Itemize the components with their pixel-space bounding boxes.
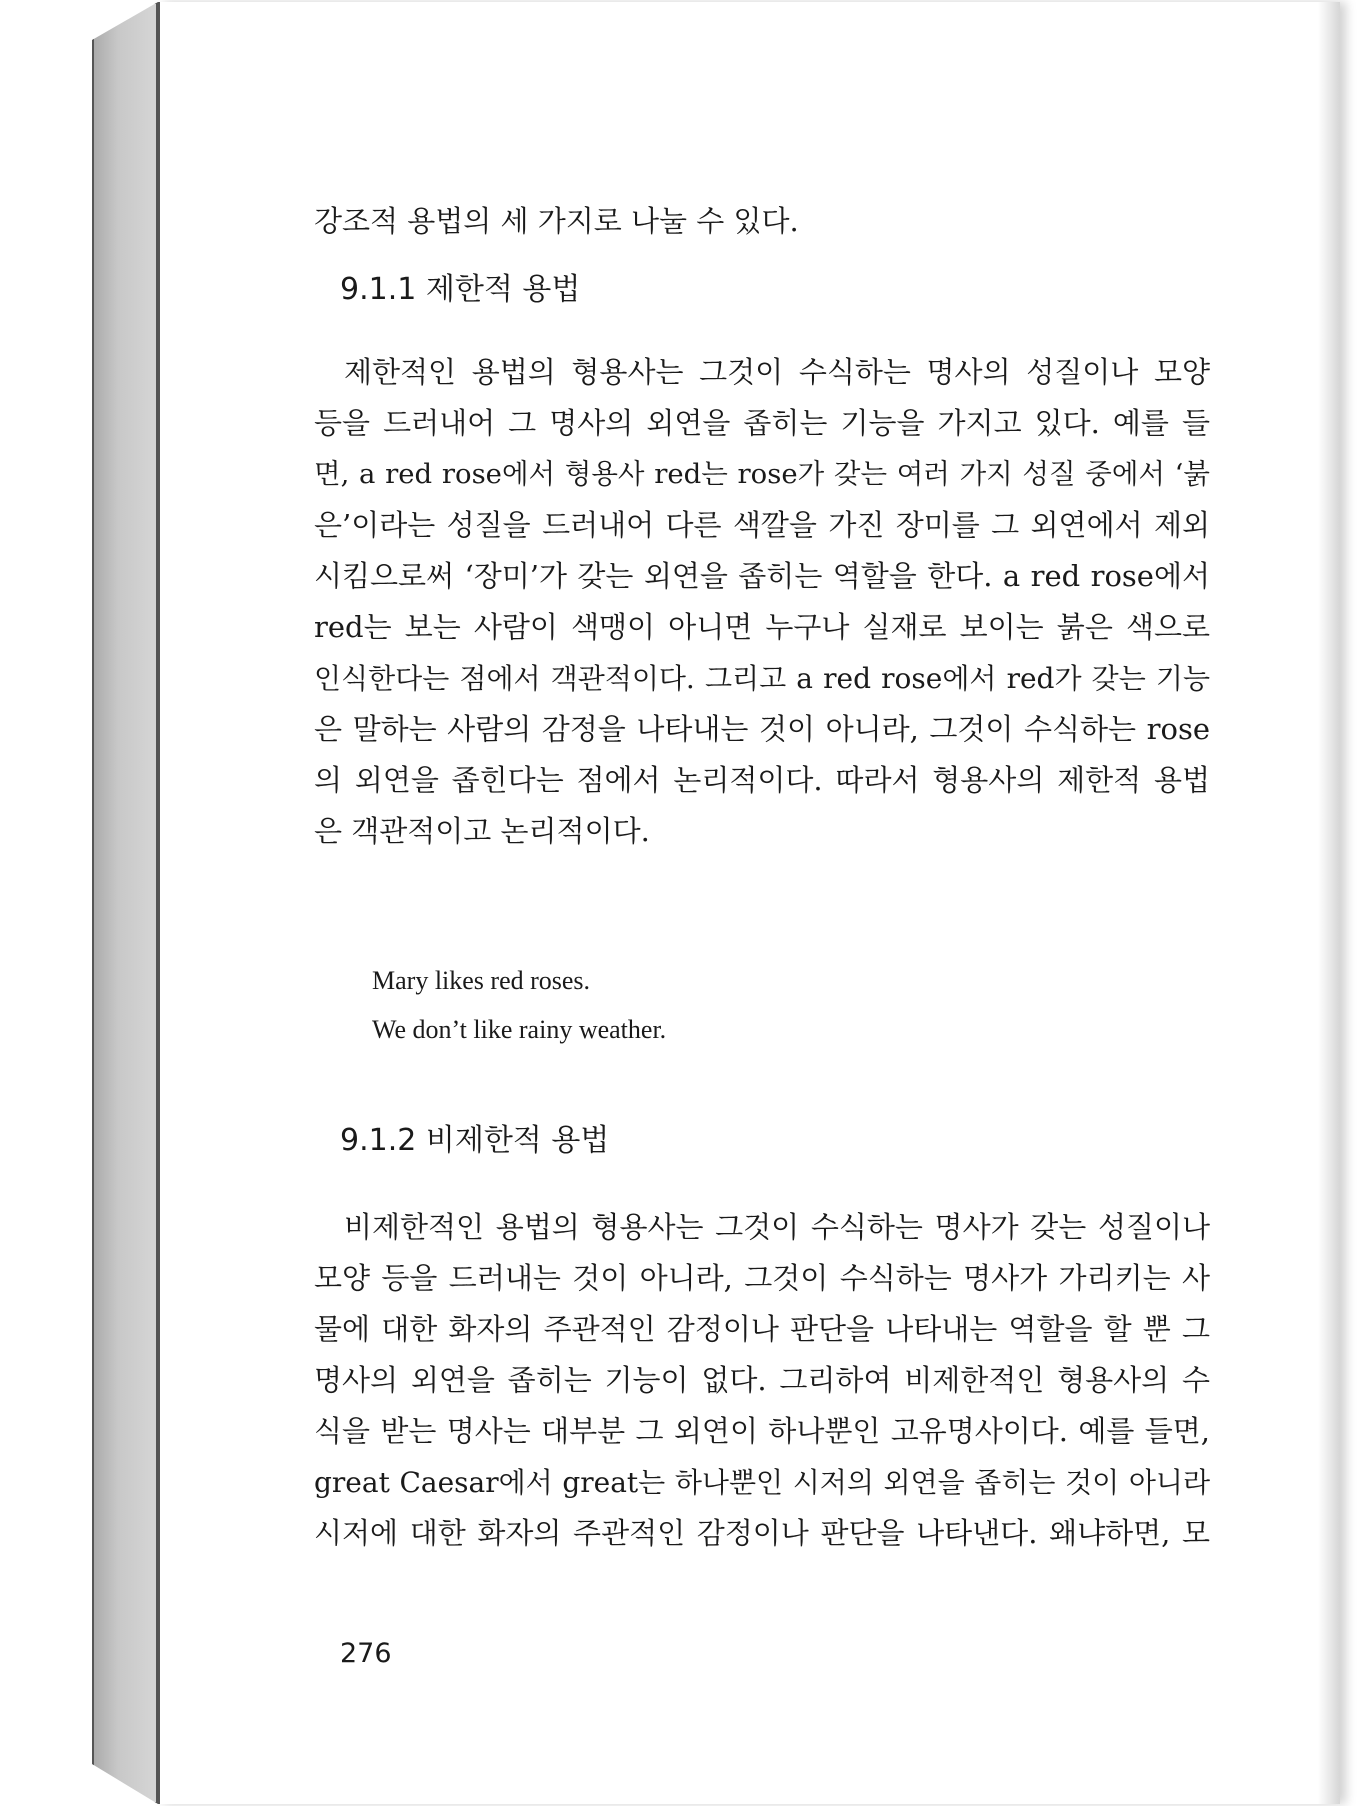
intro-paragraph (314, 196, 1210, 247)
paragraph-line: 의 외연을 좁힌다는 점에서 논리적이다. 따라서 형용사의 제한적 용법 (314, 763, 1210, 797)
page-edge-shade (1318, 2, 1340, 1804)
paragraph-line: 비제한적인 용법의 형용사는 그것이 수식하는 명사가 갖는 성질이나 (344, 1210, 1210, 1244)
paragraph-line: 제한적인 용법의 형용사는 그것이 수식하는 명사의 성질이나 모양 (344, 355, 1210, 389)
nonrestrictive-paragraph (314, 1202, 1210, 1559)
section-heading-restrictive: 9.1.1 제한적 용법 (340, 272, 581, 307)
intro-line: 강조적 용법의 세 가지로 나눌 수 있다. (314, 204, 799, 238)
paragraph-line: 면, a red rose에서 형용사 red는 rose가 갖는 여러 가지 성질 중에서 ‘붉 (314, 458, 1210, 490)
paragraph-line: 인식한다는 점에서 객관적이다. 그리고 a red rose에서 red가 갖는 기능 (314, 662, 1210, 695)
paragraph-line: red는 보는 사람이 색맹이 아니면 누구나 실재로 보이는 붉은 색으로 (314, 610, 1210, 644)
paragraph-line: 모양 등을 드러내는 것이 아니라, 그것이 수식하는 명사가 가리키는 사 (314, 1261, 1210, 1295)
paragraph-line: 등을 드러내어 그 명사의 외연을 좁히는 기능을 가지고 있다. 예를 들 (314, 406, 1210, 440)
book-spine-edge (92, 2, 158, 1804)
example-sentence: We don’t like rainy weather. (372, 1015, 667, 1044)
paragraph-line: great Caesar에서 great는 하나뿐인 시저의 외연을 좁히는 것이 아니라 (314, 1466, 1210, 1499)
paragraph-line: 명사의 외연을 좁히는 기능이 없다. 그리하여 비제한적인 형용사의 수 (314, 1363, 1210, 1397)
example-sentence: Mary likes red roses. (372, 966, 591, 995)
paragraph-line: 은’이라는 성질을 드러내어 다른 색깔을 가진 장미를 그 외연에서 제외 (314, 508, 1210, 542)
section-heading-nonrestrictive: 9.1.2 비제한적 용법 (340, 1123, 610, 1158)
paragraph-line: 시저에 대한 화자의 주관적인 감정이나 판단을 나타낸다. 왜냐하면, 모 (314, 1516, 1210, 1550)
paragraph-line: 은 말하는 사람의 감정을 나타내는 것이 아니라, 그것이 수식하는 rose (314, 712, 1210, 746)
paragraph-line: 은 객관적이고 논리적이다. (314, 814, 650, 848)
page-number: 276 (340, 1638, 392, 1669)
paragraph-line: 식을 받는 명사는 대부분 그 외연이 하나뿐인 고유명사이다. 예를 들면, (314, 1414, 1210, 1448)
paragraph-line: 시킴으로써 ‘장미’가 갖는 외연을 좁히는 역할을 한다. a red rose에서 (314, 559, 1210, 593)
restrictive-paragraph (314, 347, 1210, 857)
paragraph-line: 물에 대한 화자의 주관적인 감정이나 판단을 나타내는 역할을 할 뿐 그 (314, 1312, 1210, 1346)
